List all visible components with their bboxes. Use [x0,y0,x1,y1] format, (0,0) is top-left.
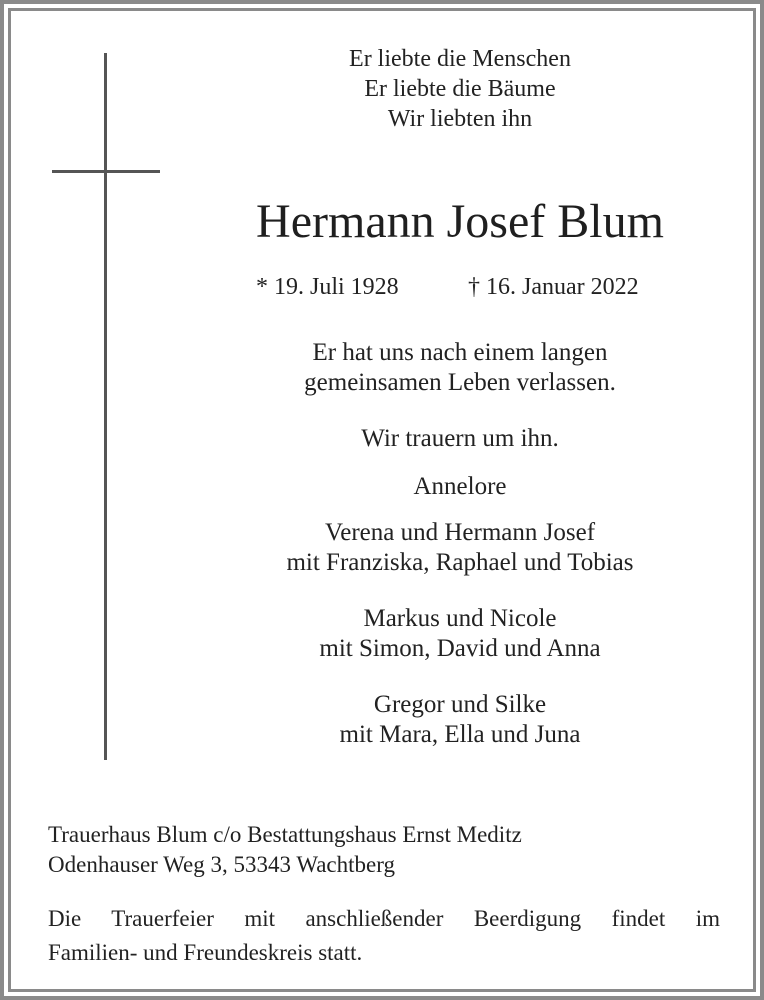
mourning-statement [200,424,720,454]
family-line: Markus und Nicole [363,605,557,632]
family-line: mit Simon, David und Anna [319,635,601,662]
address-line: Trauerhaus Blum c/o Bestattungshaus Ernst Meditz [48,822,522,847]
notice-line: Die Trauerfeier mit anschließender Beerdigung findet im [48,906,720,931]
motto-line: Wir liebten ihn [387,106,533,132]
motto [200,44,720,134]
cross-vertical-bar [104,53,107,760]
mourning-line: Wir trauern um ihn. [361,425,559,452]
farewell-message [200,338,720,398]
birth-date: * 19. Juli 1928 [256,274,399,300]
notice-line: Familien- und Freundeskreis statt. [48,940,363,965]
death-date: † 16. Januar 2022 [468,274,639,300]
motto-line: Er liebte die Menschen [349,46,571,72]
family-line: Annelore [413,473,507,500]
family-group [200,472,720,502]
family-line: Verena und Hermann Josef [324,519,596,546]
family-group [200,518,720,578]
family-line: Gregor und Silke [373,691,547,718]
cross-horizontal-bar [52,170,160,173]
message-line: gemeinsamen Leben verlassen. [304,369,616,396]
deceased-name: Hermann Josef Blum [256,195,664,248]
family-group [200,604,720,664]
message-line: Er hat uns nach einem langen [312,339,608,366]
family-line: mit Franziska, Raphael und Tobias [286,549,634,576]
motto-line: Er liebte die Bäume [364,76,556,102]
family-group [200,690,720,750]
funeral-notice [48,902,720,970]
family-line: mit Mara, Ella und Juna [339,721,581,748]
address-line: Odenhauser Weg 3, 53343 Wachtberg [48,852,395,877]
mourning-house-address [48,820,522,880]
